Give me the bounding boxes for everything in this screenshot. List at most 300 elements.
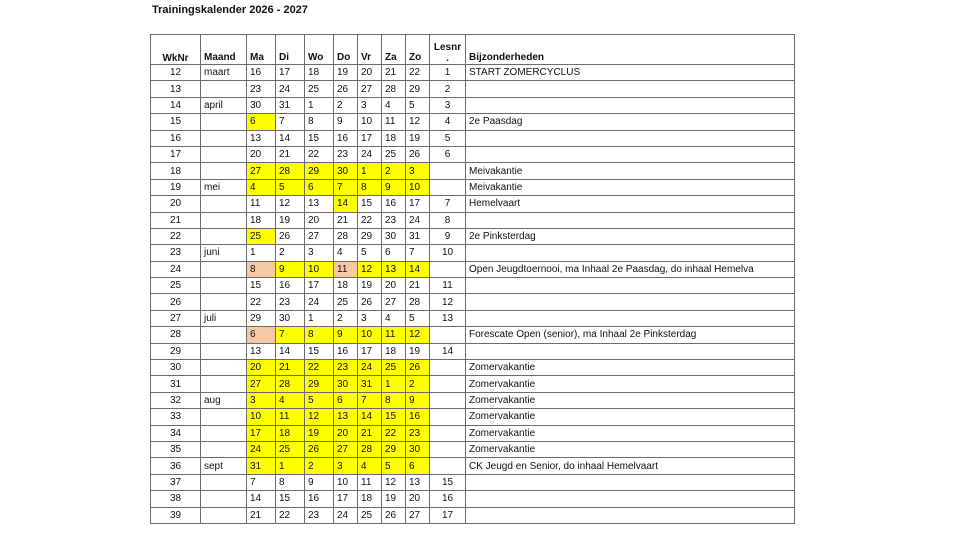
day-cell-zo: 10 bbox=[406, 179, 430, 195]
day-cell-zo: 5 bbox=[406, 310, 430, 326]
table-row bbox=[151, 507, 795, 523]
day-cell-za: 12 bbox=[382, 474, 406, 490]
day-cell-zo: 6 bbox=[406, 458, 430, 474]
day-cell-do: 4 bbox=[334, 245, 358, 261]
day-cell-ma: 27 bbox=[247, 376, 276, 392]
day-cell-di: 18 bbox=[276, 425, 305, 441]
notes-cell: Zomervakantie bbox=[466, 376, 795, 392]
table-row bbox=[151, 245, 795, 261]
day-cell-di: 14 bbox=[276, 130, 305, 146]
day-cell-zo: 13 bbox=[406, 474, 430, 490]
notes-cell bbox=[466, 278, 795, 294]
notes-cell: Zomervakantie bbox=[466, 360, 795, 376]
month-cell bbox=[201, 228, 247, 244]
notes-cell bbox=[466, 507, 795, 523]
month-cell bbox=[201, 507, 247, 523]
day-cell-ma: 4 bbox=[247, 179, 276, 195]
day-cell-ma: 11 bbox=[247, 196, 276, 212]
day-cell-zo: 12 bbox=[406, 327, 430, 343]
month-cell bbox=[201, 130, 247, 146]
day-cell-za: 23 bbox=[382, 212, 406, 228]
week-number-cell: 25 bbox=[151, 278, 201, 294]
week-number-cell: 32 bbox=[151, 392, 201, 408]
day-cell-di: 11 bbox=[276, 409, 305, 425]
day-cell-za: 8 bbox=[382, 392, 406, 408]
lesson-number-cell bbox=[430, 376, 466, 392]
day-cell-wo: 9 bbox=[305, 474, 334, 490]
day-cell-wo: 20 bbox=[305, 212, 334, 228]
table-row bbox=[151, 360, 795, 376]
header-row bbox=[151, 35, 795, 65]
notes-cell: Zomervakantie bbox=[466, 425, 795, 441]
day-cell-di: 15 bbox=[276, 491, 305, 507]
lesson-number-cell: 1 bbox=[430, 65, 466, 81]
day-cell-za: 25 bbox=[382, 360, 406, 376]
week-number-cell: 22 bbox=[151, 228, 201, 244]
day-cell-zo: 29 bbox=[406, 81, 430, 97]
day-cell-do: 18 bbox=[334, 278, 358, 294]
notes-cell: Zomervakantie bbox=[466, 392, 795, 408]
day-cell-wo: 15 bbox=[305, 130, 334, 146]
day-cell-di: 14 bbox=[276, 343, 305, 359]
lesson-number-cell bbox=[430, 163, 466, 179]
day-cell-ma: 25 bbox=[247, 228, 276, 244]
day-cell-wo: 22 bbox=[305, 360, 334, 376]
table-row bbox=[151, 458, 795, 474]
day-cell-wo: 6 bbox=[305, 179, 334, 195]
week-number-cell: 21 bbox=[151, 212, 201, 228]
week-number-cell: 33 bbox=[151, 409, 201, 425]
table-row bbox=[151, 409, 795, 425]
week-number-cell: 27 bbox=[151, 310, 201, 326]
day-cell-ma: 24 bbox=[247, 441, 276, 457]
notes-cell: Forescate Open (senior), ma Inhaal 2e Pinksterdag bbox=[466, 327, 795, 343]
day-cell-zo: 30 bbox=[406, 441, 430, 457]
day-cell-do: 25 bbox=[334, 294, 358, 310]
day-cell-wo: 10 bbox=[305, 261, 334, 277]
month-cell bbox=[201, 491, 247, 507]
month-cell bbox=[201, 425, 247, 441]
week-number-cell: 39 bbox=[151, 507, 201, 523]
month-cell bbox=[201, 261, 247, 277]
day-cell-wo: 17 bbox=[305, 278, 334, 294]
week-number-cell: 15 bbox=[151, 114, 201, 130]
day-cell-wo: 3 bbox=[305, 245, 334, 261]
day-cell-di: 7 bbox=[276, 327, 305, 343]
day-cell-ma: 21 bbox=[247, 507, 276, 523]
month-cell: juli bbox=[201, 310, 247, 326]
day-cell-di: 30 bbox=[276, 310, 305, 326]
day-cell-do: 20 bbox=[334, 425, 358, 441]
day-cell-za: 2 bbox=[382, 163, 406, 179]
day-cell-do: 17 bbox=[334, 491, 358, 507]
day-cell-ma: 6 bbox=[247, 327, 276, 343]
table-row bbox=[151, 327, 795, 343]
day-cell-ma: 29 bbox=[247, 310, 276, 326]
lesson-number-cell bbox=[430, 179, 466, 195]
lesson-number-cell: 15 bbox=[430, 474, 466, 490]
day-cell-do: 2 bbox=[334, 97, 358, 113]
week-number-cell: 19 bbox=[151, 179, 201, 195]
day-cell-do: 30 bbox=[334, 163, 358, 179]
calendar-body bbox=[151, 65, 795, 524]
day-cell-vr: 26 bbox=[358, 294, 382, 310]
month-cell bbox=[201, 81, 247, 97]
lesson-number-cell: 13 bbox=[430, 310, 466, 326]
day-cell-do: 21 bbox=[334, 212, 358, 228]
day-cell-do: 28 bbox=[334, 228, 358, 244]
day-cell-vr: 19 bbox=[358, 278, 382, 294]
day-cell-wo: 24 bbox=[305, 294, 334, 310]
day-cell-do: 9 bbox=[334, 114, 358, 130]
day-cell-do: 23 bbox=[334, 146, 358, 162]
day-cell-vr: 8 bbox=[358, 179, 382, 195]
day-cell-wo: 16 bbox=[305, 491, 334, 507]
week-number-cell: 34 bbox=[151, 425, 201, 441]
day-cell-za: 13 bbox=[382, 261, 406, 277]
day-cell-vr: 10 bbox=[358, 114, 382, 130]
day-cell-do: 2 bbox=[334, 310, 358, 326]
day-cell-vr: 20 bbox=[358, 65, 382, 81]
lesson-number-cell: 9 bbox=[430, 228, 466, 244]
day-cell-vr: 28 bbox=[358, 441, 382, 457]
day-cell-wo: 1 bbox=[305, 310, 334, 326]
table-row bbox=[151, 376, 795, 392]
day-cell-ma: 27 bbox=[247, 163, 276, 179]
table-row bbox=[151, 179, 795, 195]
month-cell bbox=[201, 376, 247, 392]
header-di: Di bbox=[276, 35, 305, 65]
day-cell-za: 4 bbox=[382, 310, 406, 326]
day-cell-za: 11 bbox=[382, 114, 406, 130]
notes-cell: Zomervakantie bbox=[466, 441, 795, 457]
lesson-number-cell: 8 bbox=[430, 212, 466, 228]
notes-cell bbox=[466, 310, 795, 326]
day-cell-za: 22 bbox=[382, 425, 406, 441]
notes-cell: Zomervakantie bbox=[466, 409, 795, 425]
table-row bbox=[151, 294, 795, 310]
day-cell-zo: 7 bbox=[406, 245, 430, 261]
notes-cell bbox=[466, 491, 795, 507]
table-row bbox=[151, 228, 795, 244]
lesson-number-cell: 10 bbox=[430, 245, 466, 261]
day-cell-do: 19 bbox=[334, 65, 358, 81]
notes-cell: Open Jeugdtoernooi, ma Inhaal 2e Paasdag, do inhaal Hemelva bbox=[466, 261, 795, 277]
day-cell-do: 10 bbox=[334, 474, 358, 490]
day-cell-vr: 21 bbox=[358, 425, 382, 441]
table-row bbox=[151, 441, 795, 457]
header-wknr: WkNr bbox=[151, 35, 201, 65]
day-cell-di: 5 bbox=[276, 179, 305, 195]
day-cell-vr: 12 bbox=[358, 261, 382, 277]
day-cell-wo: 23 bbox=[305, 507, 334, 523]
header-lesnr bbox=[430, 35, 466, 65]
week-number-cell: 14 bbox=[151, 97, 201, 113]
day-cell-ma: 17 bbox=[247, 425, 276, 441]
day-cell-di: 4 bbox=[276, 392, 305, 408]
day-cell-di: 8 bbox=[276, 474, 305, 490]
week-number-cell: 38 bbox=[151, 491, 201, 507]
day-cell-wo: 8 bbox=[305, 114, 334, 130]
table-row bbox=[151, 65, 795, 81]
lesson-number-cell: 14 bbox=[430, 343, 466, 359]
lesson-number-cell: 4 bbox=[430, 114, 466, 130]
day-cell-zo: 5 bbox=[406, 97, 430, 113]
day-cell-zo: 23 bbox=[406, 425, 430, 441]
table-row bbox=[151, 491, 795, 507]
day-cell-wo: 2 bbox=[305, 458, 334, 474]
notes-cell: START ZOMERCYCLUS bbox=[466, 65, 795, 81]
notes-cell bbox=[466, 97, 795, 113]
week-number-cell: 23 bbox=[151, 245, 201, 261]
day-cell-di: 7 bbox=[276, 114, 305, 130]
day-cell-do: 27 bbox=[334, 441, 358, 457]
table-row bbox=[151, 163, 795, 179]
lesson-number-cell: 7 bbox=[430, 196, 466, 212]
day-cell-zo: 12 bbox=[406, 114, 430, 130]
month-cell bbox=[201, 409, 247, 425]
day-cell-di: 2 bbox=[276, 245, 305, 261]
week-number-cell: 13 bbox=[151, 81, 201, 97]
lesson-number-cell: 12 bbox=[430, 294, 466, 310]
table-row bbox=[151, 146, 795, 162]
lesson-number-cell: 5 bbox=[430, 130, 466, 146]
header-vr: Vr bbox=[358, 35, 382, 65]
day-cell-vr: 5 bbox=[358, 245, 382, 261]
notes-cell: Meivakantie bbox=[466, 163, 795, 179]
week-number-cell: 28 bbox=[151, 327, 201, 343]
month-cell bbox=[201, 441, 247, 457]
day-cell-vr: 17 bbox=[358, 343, 382, 359]
month-cell bbox=[201, 278, 247, 294]
notes-cell: Hemelvaart bbox=[466, 196, 795, 212]
month-cell: maart bbox=[201, 65, 247, 81]
day-cell-wo: 26 bbox=[305, 441, 334, 457]
day-cell-zo: 21 bbox=[406, 278, 430, 294]
table-row bbox=[151, 81, 795, 97]
day-cell-wo: 29 bbox=[305, 163, 334, 179]
day-cell-do: 9 bbox=[334, 327, 358, 343]
day-cell-za: 25 bbox=[382, 146, 406, 162]
day-cell-di: 23 bbox=[276, 294, 305, 310]
day-cell-wo: 22 bbox=[305, 146, 334, 162]
day-cell-vr: 25 bbox=[358, 507, 382, 523]
day-cell-di: 28 bbox=[276, 376, 305, 392]
month-cell bbox=[201, 212, 247, 228]
month-cell: aug bbox=[201, 392, 247, 408]
day-cell-zo: 26 bbox=[406, 146, 430, 162]
day-cell-za: 11 bbox=[382, 327, 406, 343]
day-cell-di: 12 bbox=[276, 196, 305, 212]
day-cell-zo: 24 bbox=[406, 212, 430, 228]
week-number-cell: 36 bbox=[151, 458, 201, 474]
table-row bbox=[151, 278, 795, 294]
header-ma: Ma bbox=[247, 35, 276, 65]
month-cell bbox=[201, 343, 247, 359]
table-row bbox=[151, 474, 795, 490]
day-cell-wo: 25 bbox=[305, 81, 334, 97]
week-number-cell: 18 bbox=[151, 163, 201, 179]
day-cell-za: 28 bbox=[382, 81, 406, 97]
month-cell: april bbox=[201, 97, 247, 113]
day-cell-do: 11 bbox=[334, 261, 358, 277]
day-cell-ma: 30 bbox=[247, 97, 276, 113]
table-row bbox=[151, 97, 795, 113]
header-do: Do bbox=[334, 35, 358, 65]
lesson-number-cell bbox=[430, 441, 466, 457]
day-cell-vr: 14 bbox=[358, 409, 382, 425]
lesson-number-cell bbox=[430, 327, 466, 343]
week-number-cell: 37 bbox=[151, 474, 201, 490]
day-cell-vr: 27 bbox=[358, 81, 382, 97]
day-cell-do: 16 bbox=[334, 130, 358, 146]
day-cell-ma: 10 bbox=[247, 409, 276, 425]
day-cell-vr: 11 bbox=[358, 474, 382, 490]
day-cell-di: 21 bbox=[276, 360, 305, 376]
day-cell-di: 24 bbox=[276, 81, 305, 97]
day-cell-vr: 10 bbox=[358, 327, 382, 343]
day-cell-zo: 28 bbox=[406, 294, 430, 310]
header-lesnr-line2: . bbox=[446, 53, 449, 64]
month-cell bbox=[201, 327, 247, 343]
month-cell: juni bbox=[201, 245, 247, 261]
day-cell-do: 13 bbox=[334, 409, 358, 425]
day-cell-wo: 18 bbox=[305, 65, 334, 81]
day-cell-vr: 18 bbox=[358, 491, 382, 507]
day-cell-vr: 3 bbox=[358, 97, 382, 113]
day-cell-za: 15 bbox=[382, 409, 406, 425]
notes-cell bbox=[466, 212, 795, 228]
notes-cell bbox=[466, 474, 795, 490]
day-cell-za: 19 bbox=[382, 491, 406, 507]
lesson-number-cell: 16 bbox=[430, 491, 466, 507]
day-cell-do: 23 bbox=[334, 360, 358, 376]
day-cell-za: 5 bbox=[382, 458, 406, 474]
day-cell-zo: 20 bbox=[406, 491, 430, 507]
day-cell-do: 3 bbox=[334, 458, 358, 474]
day-cell-za: 21 bbox=[382, 65, 406, 81]
table-row bbox=[151, 261, 795, 277]
notes-cell: CK Jeugd en Senior, do inhaal Hemelvaart bbox=[466, 458, 795, 474]
notes-cell bbox=[466, 81, 795, 97]
day-cell-wo: 13 bbox=[305, 196, 334, 212]
week-number-cell: 20 bbox=[151, 196, 201, 212]
day-cell-wo: 29 bbox=[305, 376, 334, 392]
day-cell-ma: 15 bbox=[247, 278, 276, 294]
notes-cell bbox=[466, 343, 795, 359]
day-cell-zo: 14 bbox=[406, 261, 430, 277]
header-za: Za bbox=[382, 35, 406, 65]
day-cell-ma: 14 bbox=[247, 491, 276, 507]
day-cell-zo: 27 bbox=[406, 507, 430, 523]
day-cell-zo: 19 bbox=[406, 130, 430, 146]
header-zo: Zo bbox=[406, 35, 430, 65]
header-lesnr-line1: Lesnr bbox=[433, 42, 462, 53]
day-cell-zo: 16 bbox=[406, 409, 430, 425]
header-maand: Maand bbox=[201, 35, 247, 65]
day-cell-za: 18 bbox=[382, 130, 406, 146]
lesson-number-cell bbox=[430, 261, 466, 277]
day-cell-za: 4 bbox=[382, 97, 406, 113]
table-row bbox=[151, 392, 795, 408]
table-row bbox=[151, 212, 795, 228]
day-cell-ma: 7 bbox=[247, 474, 276, 490]
day-cell-zo: 22 bbox=[406, 65, 430, 81]
day-cell-di: 21 bbox=[276, 146, 305, 162]
day-cell-za: 6 bbox=[382, 245, 406, 261]
lesson-number-cell: 11 bbox=[430, 278, 466, 294]
table-row bbox=[151, 196, 795, 212]
day-cell-ma: 22 bbox=[247, 294, 276, 310]
day-cell-zo: 31 bbox=[406, 228, 430, 244]
notes-cell: 2e Paasdag bbox=[466, 114, 795, 130]
month-cell bbox=[201, 146, 247, 162]
day-cell-za: 20 bbox=[382, 278, 406, 294]
day-cell-vr: 29 bbox=[358, 228, 382, 244]
lesson-number-cell bbox=[430, 425, 466, 441]
day-cell-wo: 19 bbox=[305, 425, 334, 441]
day-cell-ma: 31 bbox=[247, 458, 276, 474]
day-cell-za: 30 bbox=[382, 228, 406, 244]
table-row bbox=[151, 343, 795, 359]
day-cell-za: 9 bbox=[382, 179, 406, 195]
month-cell: sept bbox=[201, 458, 247, 474]
day-cell-za: 1 bbox=[382, 376, 406, 392]
month-cell bbox=[201, 360, 247, 376]
week-number-cell: 35 bbox=[151, 441, 201, 457]
week-number-cell: 30 bbox=[151, 360, 201, 376]
day-cell-ma: 3 bbox=[247, 392, 276, 408]
day-cell-ma: 6 bbox=[247, 114, 276, 130]
day-cell-di: 26 bbox=[276, 228, 305, 244]
day-cell-ma: 13 bbox=[247, 130, 276, 146]
day-cell-vr: 4 bbox=[358, 458, 382, 474]
day-cell-ma: 8 bbox=[247, 261, 276, 277]
week-number-cell: 31 bbox=[151, 376, 201, 392]
day-cell-di: 22 bbox=[276, 507, 305, 523]
training-calendar-table bbox=[150, 34, 795, 524]
month-cell bbox=[201, 114, 247, 130]
day-cell-vr: 15 bbox=[358, 196, 382, 212]
lesson-number-cell: 3 bbox=[430, 97, 466, 113]
day-cell-zo: 19 bbox=[406, 343, 430, 359]
month-cell bbox=[201, 163, 247, 179]
day-cell-do: 6 bbox=[334, 392, 358, 408]
day-cell-do: 26 bbox=[334, 81, 358, 97]
day-cell-ma: 16 bbox=[247, 65, 276, 81]
day-cell-wo: 1 bbox=[305, 97, 334, 113]
lesson-number-cell: 6 bbox=[430, 146, 466, 162]
day-cell-ma: 23 bbox=[247, 81, 276, 97]
page-title: Trainingskalender 2026 - 2027 bbox=[152, 4, 308, 16]
day-cell-vr: 22 bbox=[358, 212, 382, 228]
day-cell-ma: 13 bbox=[247, 343, 276, 359]
day-cell-di: 25 bbox=[276, 441, 305, 457]
notes-cell: Meivakantie bbox=[466, 179, 795, 195]
month-cell: mei bbox=[201, 179, 247, 195]
day-cell-wo: 5 bbox=[305, 392, 334, 408]
day-cell-vr: 24 bbox=[358, 146, 382, 162]
notes-cell bbox=[466, 130, 795, 146]
day-cell-vr: 31 bbox=[358, 376, 382, 392]
day-cell-vr: 1 bbox=[358, 163, 382, 179]
day-cell-di: 16 bbox=[276, 278, 305, 294]
day-cell-do: 16 bbox=[334, 343, 358, 359]
day-cell-vr: 17 bbox=[358, 130, 382, 146]
day-cell-za: 16 bbox=[382, 196, 406, 212]
lesson-number-cell bbox=[430, 458, 466, 474]
day-cell-vr: 24 bbox=[358, 360, 382, 376]
